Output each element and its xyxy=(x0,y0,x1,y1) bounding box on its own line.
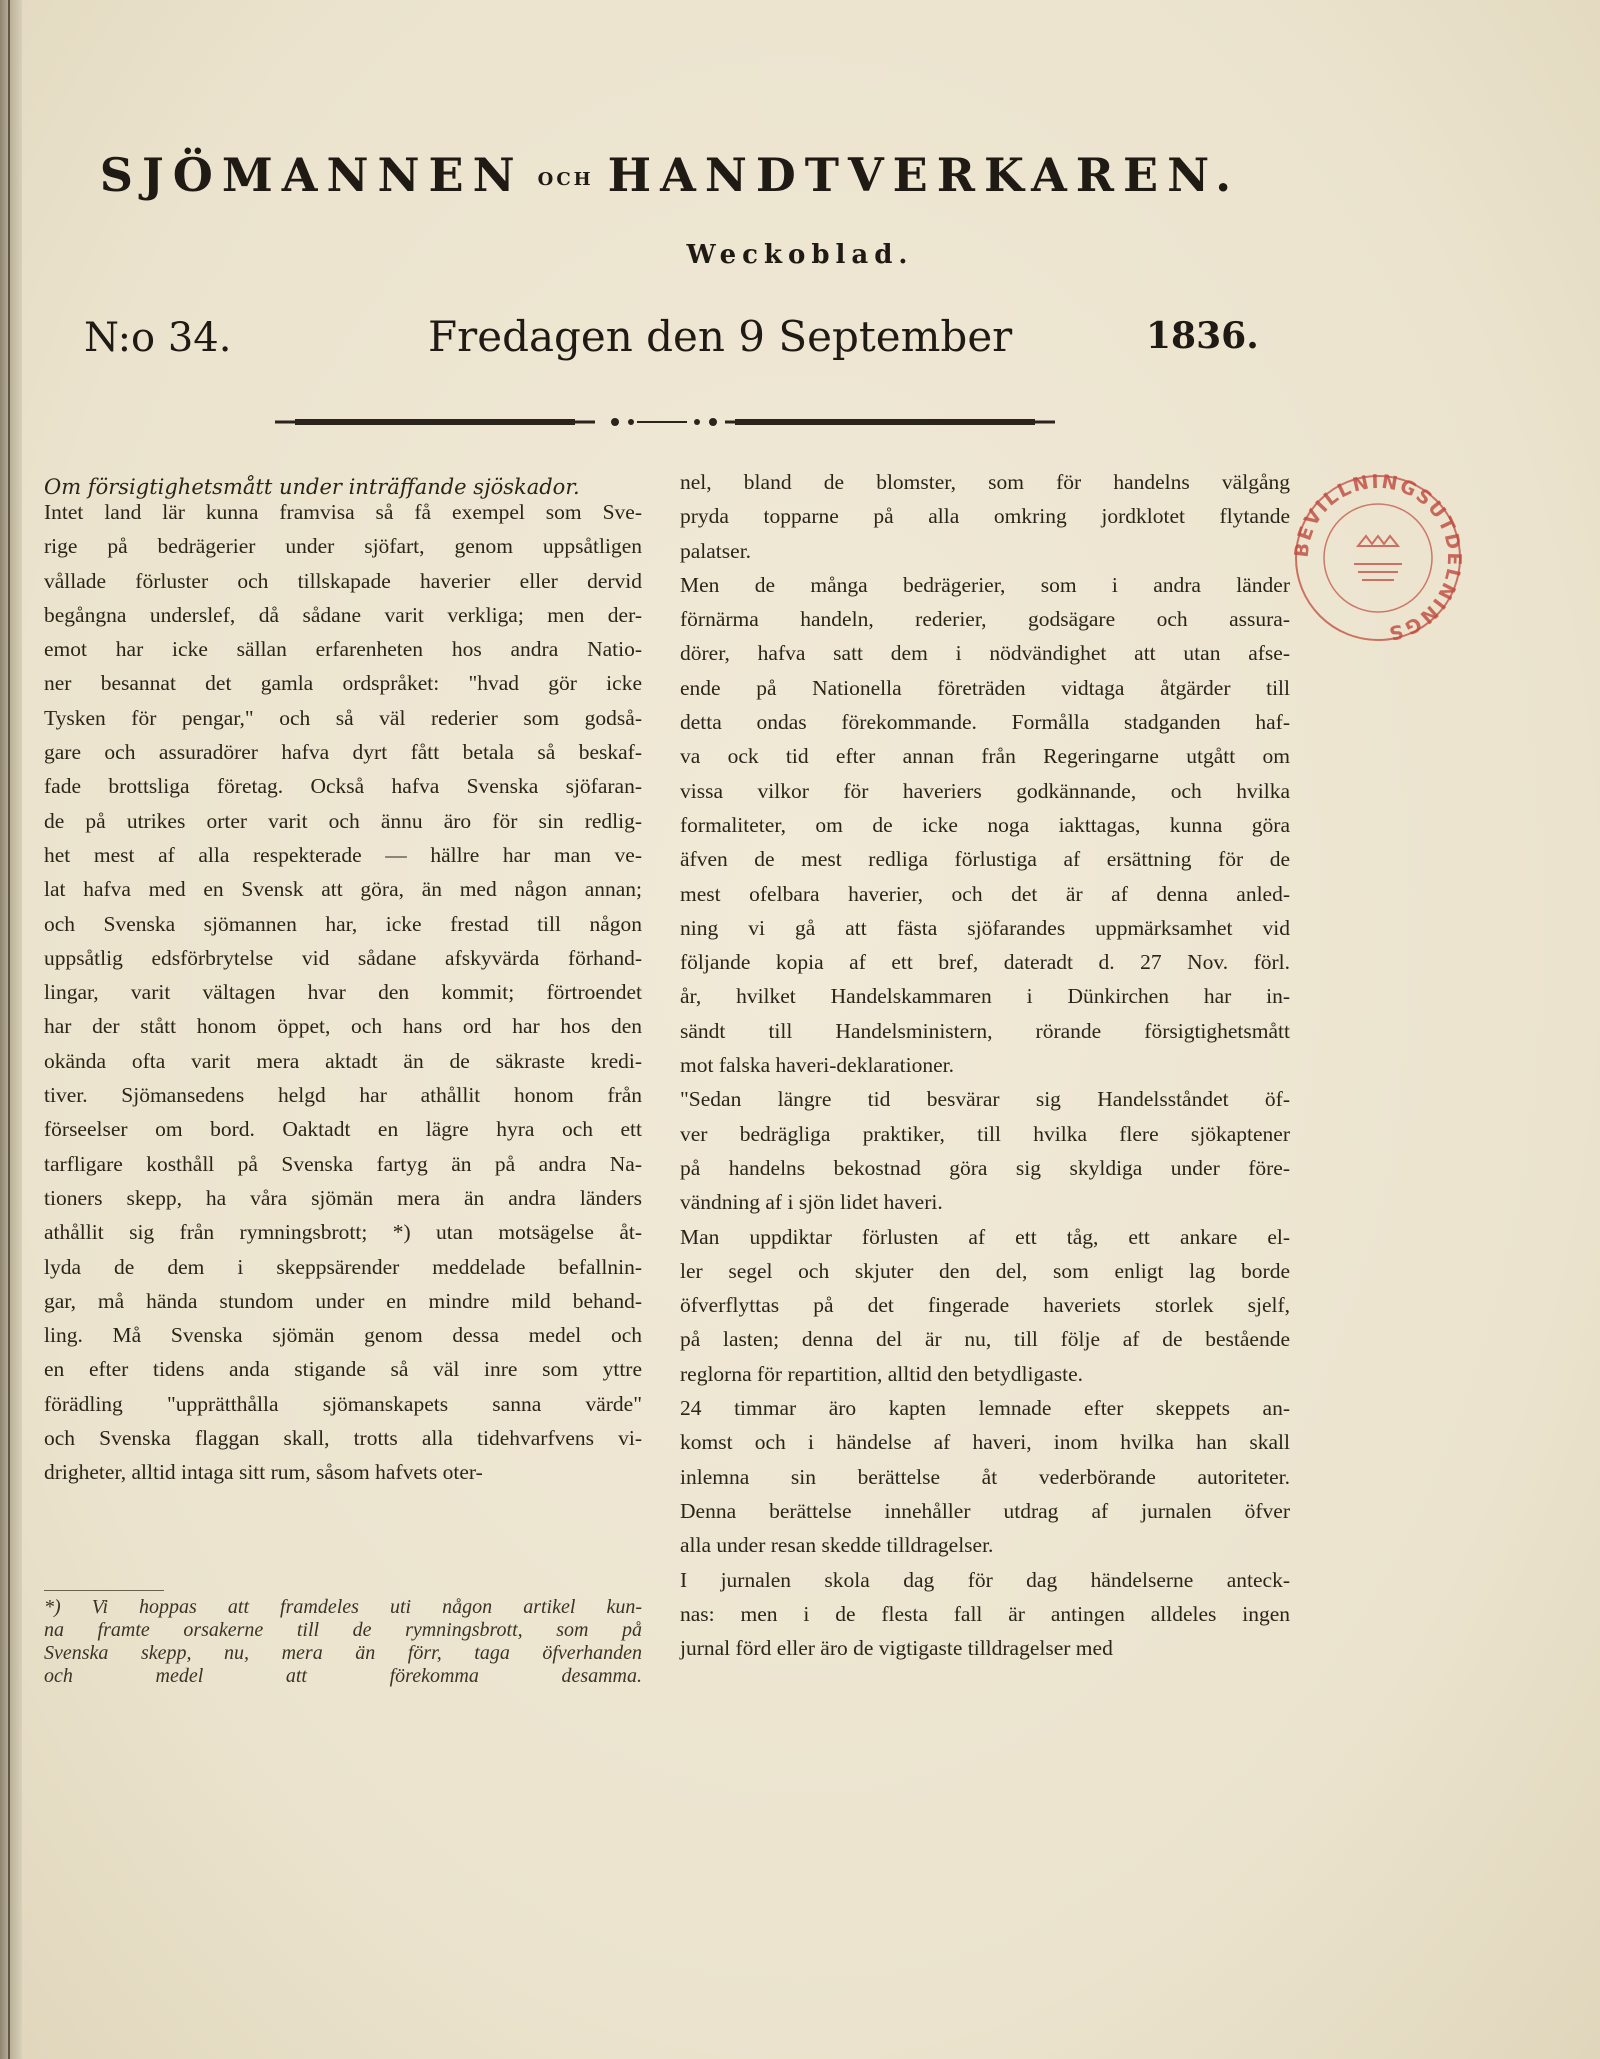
stamp-text: BEVILLNINGSUTDELNINGS xyxy=(1290,470,1466,645)
binding-line xyxy=(8,0,10,2059)
left-column-line: förseelser om bord. Oaktadt en lägre hyra och ett xyxy=(44,1117,642,1142)
left-column-line: tiver. Sjömansedens helgd har athållit honom från xyxy=(44,1083,642,1108)
left-column-line: Tysken för pengar," och så väl rederier som godså- xyxy=(44,705,642,730)
left-column-line: lat hafva med en Svensk att göra, än med någon annan; xyxy=(44,877,642,902)
footnote xyxy=(44,1596,642,1688)
right-column-line: jurnal förd eller äro de vigtigaste tilldragelser med xyxy=(680,1636,1113,1661)
left-column xyxy=(44,495,642,1490)
right-column-line: ende på Nationella företräden vidtaga åtgärder till xyxy=(680,675,1290,700)
right-column-line: mot falska haveri-deklarationer. xyxy=(680,1053,955,1078)
footnote-line: na framte orsakerne till de rymningsbrott, som på xyxy=(44,1619,642,1641)
left-column-line: uppsåtlig edsförbrytelse vid sådane afskyvärda förhand- xyxy=(44,945,642,970)
right-column-line: mest ofelbara haverier, och det är af denna anled- xyxy=(680,881,1290,906)
left-column-line: och Svenska flaggan skall, trotts alla tidehvarfvens vi- xyxy=(44,1426,642,1451)
footnote-line: *) Vi hoppas att framdeles uti någon artikel kun- xyxy=(44,1596,642,1618)
right-column-line: alla under resan skedde tilldragelser. xyxy=(680,1533,994,1558)
right-column-line: vändning af i sjön lidet haveri. xyxy=(680,1190,943,1215)
right-column-line: på lasten; denna del är nu, till följe af de bestående xyxy=(680,1327,1290,1352)
right-column xyxy=(680,465,1290,1665)
left-column-line: rige på bedrägerier under sjöfart, genom uppsåtligen xyxy=(44,534,642,559)
right-column-line: I jurnalen skola dag för dag händelserne anteck- xyxy=(680,1567,1290,1592)
left-column-line: en efter tidens anda stigande så väl inre som yttre xyxy=(44,1357,642,1382)
right-column-line: Denna berättelse innehåller utdrag af jurnalen öfver xyxy=(680,1498,1290,1523)
left-column-line: gare och assuradörer hafva dyrt fått betala så beskaf- xyxy=(44,740,642,765)
left-column-line: lingar, varit vältagen hvar den kommit; förtroendet xyxy=(44,980,642,1005)
right-column-line: komst och i händelse af haveri, inom hvilka han skall xyxy=(680,1430,1290,1455)
right-column-line: följande kopia af ett bref, dateradt d. 27 Nov. förl. xyxy=(680,950,1290,975)
masthead-right: HANDTVERKAREN. xyxy=(607,148,1241,202)
right-column-line: ver bedrägliga praktiker, till hvilka flere sjökaptener xyxy=(680,1121,1290,1146)
right-column-line: inlemna sin berättelse åt vederbörande autoriteter. xyxy=(680,1464,1290,1489)
masthead xyxy=(40,148,1300,202)
left-column-line: drigheter, alltid intaga sitt rum, såsom hafvets oter- xyxy=(44,1460,483,1485)
right-column-line: öfverflyttas på det fingerade haveriets storlek sjelf, xyxy=(680,1293,1290,1318)
right-column-line: förnärma handeln, rederier, godsägare och assura- xyxy=(680,607,1290,632)
ornamental-rule xyxy=(275,412,1055,432)
footnote-line: och medel att förekomma desamma. xyxy=(44,1665,642,1687)
left-column-line: tioners skepp, ha våra sjömän mera än andra länders xyxy=(44,1185,642,1210)
masthead-subtitle: Weckoblad. xyxy=(686,240,914,270)
issue-year: 1836. xyxy=(1146,315,1259,357)
right-column-line: nas: men i de flesta fall är antingen alldeles ingen xyxy=(680,1601,1290,1626)
issue-date: Fredagen den 9 September xyxy=(428,312,1013,361)
left-column-line: ling. Må Svenska sjömän genom dessa medel och xyxy=(44,1323,642,1348)
right-column-line: formaliteter, om de icke noga iakttagas, kunna göra xyxy=(680,812,1290,837)
right-column-line: palatser. xyxy=(680,538,752,563)
left-column-line: och Svenska sjömannen har, icke frestad till någon xyxy=(44,911,642,936)
issue-number: N:o 34. xyxy=(84,315,232,361)
right-column-line: ning vi gå att fästa sjöfarandes uppmärksamhet vid xyxy=(680,915,1290,940)
svg-text:BEVILLNINGSUTDELNINGS xyxy=(1291,471,1466,645)
right-column-line: Man uppdiktar förlusten af ett tåg, ett ankare el- xyxy=(680,1224,1290,1249)
right-column-line: äfven de mest redliga förlustiga af ersättning för de xyxy=(680,847,1290,872)
left-column-line: vållade förluster och tillskapade haverier eller dervid xyxy=(44,568,642,593)
left-column-line: begångna underslef, då sådane varit verkliga; men der- xyxy=(44,602,642,627)
left-column-line: okända ofta varit mera aktadt än de säkraste kredi- xyxy=(44,1048,642,1073)
left-column-line: förädling "upprätthålla sjömanskapets sanna värde" xyxy=(44,1391,642,1416)
footnote-divider xyxy=(44,1590,164,1591)
right-column-line: år, hvilket Handelskammaren i Dünkirchen har in- xyxy=(680,984,1290,1009)
right-column-line: dörer, hafva satt dem i nödvändighet att utan afse- xyxy=(680,641,1290,666)
right-column-line: detta ondas förekommande. Formålla stadganden haf- xyxy=(680,710,1290,735)
left-column-line: ner besannat det gamla ordspråket: "hvad gör icke xyxy=(44,671,642,696)
right-column-line: ler segel och skjuter den del, som enligt lag borde xyxy=(680,1258,1290,1283)
left-column-line: emot har icke sällan erfarenheten hos andra Natio- xyxy=(44,637,642,662)
left-column-line: gar, må hända stundom under en mindre mild behand- xyxy=(44,1288,642,1313)
right-column-line: sändt till Handelsministern, rörande försigtighetsmått xyxy=(680,1018,1290,1043)
right-column-line: vissa vilkor för haveriers godkännande, och hvilka xyxy=(680,778,1290,803)
left-column-line: tarfligare kosthåll på Svenska fartyg än på andra Na- xyxy=(44,1151,642,1176)
left-column-line: lyda de dem i skeppsärender meddelade befallnin- xyxy=(44,1254,642,1279)
masthead-left: SJÖMANNEN xyxy=(99,148,524,202)
right-column-line: reglorna för repartition, alltid den betydligaste. xyxy=(680,1361,1083,1386)
page-binding-edge xyxy=(0,0,22,2059)
left-column-line: athållit sig från rymningsbrott; *) utan motsägelse åt- xyxy=(44,1220,642,1245)
right-column-line: på handelns bekostnad göra sig skyldiga under före- xyxy=(680,1155,1290,1180)
right-column-line: "Sedan längre tid besvärar sig Handelsståndet öf- xyxy=(680,1087,1290,1112)
right-column-line: Men de många bedrägerier, som i andra länder xyxy=(680,572,1290,597)
library-stamp-icon xyxy=(1288,468,1468,648)
right-column-line: nel, bland de blomster, som för handelns välgång xyxy=(680,470,1290,494)
left-column-line: Intet land lär kunna framvisa så få exempel som Sve- xyxy=(44,500,642,524)
left-column-line: de på utrikes orter varit och ännu äro för sin redlig- xyxy=(44,808,642,833)
right-column-line: pryda topparne på alla omkring jordklotet flytande xyxy=(680,504,1290,529)
article-title: Om försigtighetsmått under inträffande sjöskador. xyxy=(44,475,580,499)
footnote-line: Svenska skepp, nu, mera än förr, taga öfverhanden xyxy=(44,1642,642,1664)
right-column-line: 24 timmar äro kapten lemnade efter skeppets an- xyxy=(680,1396,1290,1421)
left-column-line: het mest af alla respekterade — hällre har man ve- xyxy=(44,842,642,867)
masthead-och: OCH xyxy=(537,168,594,190)
left-column-line: fade brottsliga företag. Också hafva Svenska sjöfaran- xyxy=(44,774,642,799)
right-column-line: va ock tid efter annan från Regeringarne utgått om xyxy=(680,744,1290,769)
left-column-line: har der stått honom öppet, och hans ord har hos den xyxy=(44,1014,642,1039)
